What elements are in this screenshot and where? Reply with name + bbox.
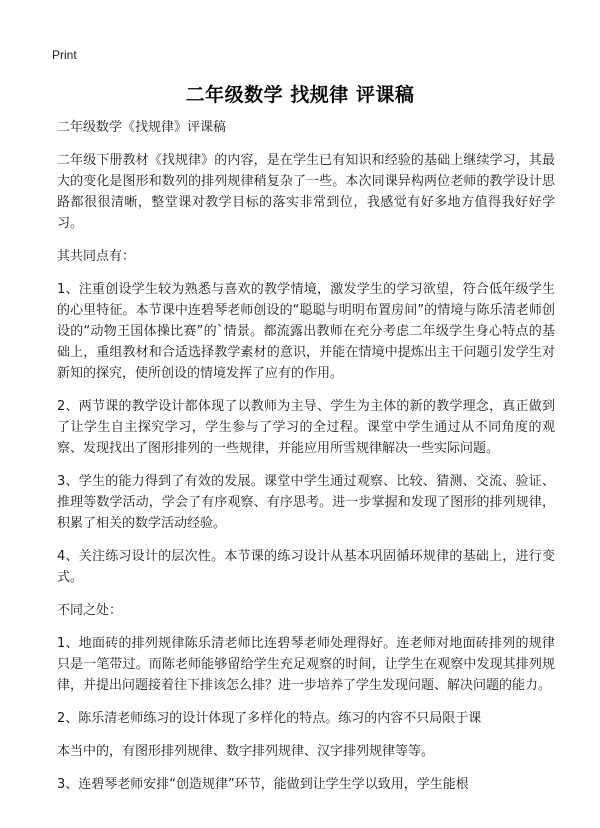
intro-paragraph: 二年级下册教材《找规律》的内容，是在学生已有知识和经验的基础上继续学习，其最大的变化是图形和数列的排列规律稍复杂了一些。本次同课异构两位老师的教学设计思路都很很清晰，整堂课对教学目标的落实非常到位，我感觉有好多地方值得我好好学习。 — [57, 153, 555, 231]
same-points-heading: 其共同点有： — [57, 249, 136, 264]
diff-point-2-continued: 本当中的，有图形排列规律、数字排列规律、汉字排列规律等等。 — [57, 744, 435, 759]
same-point-2: 2、两节课的教学设计都体现了以教师为主导、学生为主体的新的教学理念，真正做到了让学生自主探究学习，学生参与了学习的全过程。课堂中学生通过从不同角度的观察、发现找出了图形排列的一些规律，并能应用所雪规律解决一些实际问题。 — [57, 399, 555, 456]
same-point-3: 3、学生的能力得到了有效的发展。课堂中学生通过观察、比较、猜测、交流、验证、推理等数学活动，学会了有序观察、有序思考。进一步掌握和发现了图形的排列规律，积累了相关的数学活动经验。 — [57, 474, 555, 531]
article-body — [57, 117, 555, 807]
print-link[interactable]: Print — [52, 48, 77, 62]
diff-point-2: 2、陈乐清老师练习的设计体现了多样化的特点。练习的内容不只局限于课 — [57, 711, 482, 726]
diff-point-1: 1、地面砖的排列规律陈乐清老师比连碧琴老师处理得好。连老师对地面砖排列的规律只是一笔带过。而陈老师能够留给学生充足观察的时间，让学生在观察中发现其排列规律，并提出问题接着往下排该怎么排？进一步培养了学生发现问题、解决问题的能力。 — [57, 636, 555, 693]
same-point-1: 1、注重创设学生较为熟悉与喜欢的教学情境，激发学生的学习欲望，符合低年级学生的心里特征。本节课中连碧琴老师创设的“聪聪与明明布置房间”的情境与陈乐清老师创设的“动物王国体操比赛”的`情景。都流露出教师在充分考虑二年级学生身心特点的基础上，重组教材和合适选择教学素材的意识，并能在情境中提炼出主干问题引发学生对新知的探究，使所创设的情境发挥了应有的作用。 — [57, 282, 555, 381]
article-subtitle: 二年级数学《找规律》评课稿 — [57, 120, 227, 135]
page-title: 二年级数学 找规律 评课稿 — [185, 84, 415, 106]
diff-points-heading: 不同之处： — [57, 603, 123, 618]
diff-point-3: 3、连碧琴老师安排“创造规律”环节，能做到让学生学以致用，学生能根 — [57, 777, 469, 792]
same-point-4: 4、关注练习设计的层次性。本节课的练习设计从基本巩固循环规律的基础上，进行变式。 — [57, 549, 555, 585]
